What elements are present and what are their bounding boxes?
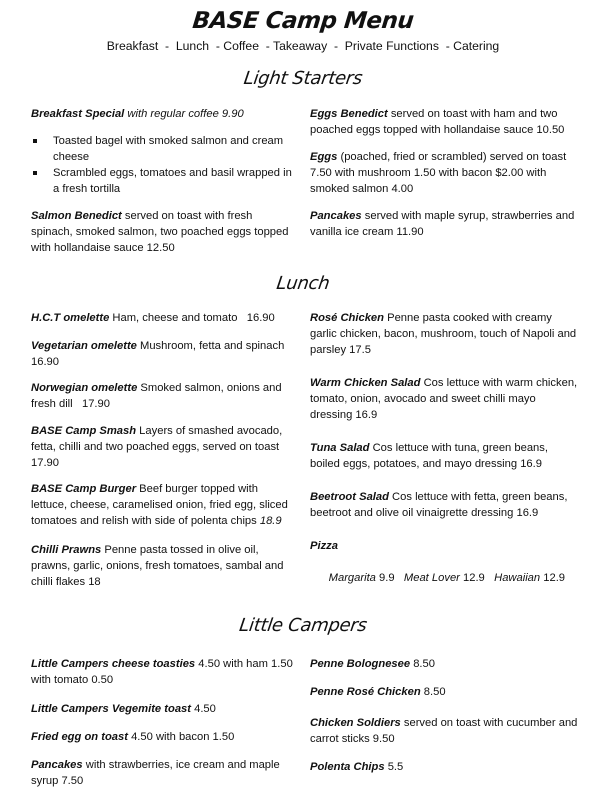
item-desc: 8.50 bbox=[410, 658, 435, 670]
menu-item-hct-omelette bbox=[31, 310, 293, 326]
pizza-option-price: 12.9 bbox=[459, 572, 495, 584]
item-desc: 4.50 with ham 1.50 with tomato 0.50 bbox=[31, 658, 293, 686]
item-name: Rosé Chicken bbox=[310, 312, 384, 324]
item-name: Salmon Benedict bbox=[31, 210, 122, 222]
item-desc: Penne pasta tossed in olive oil, prawns, garlic, onions, fresh tomatoes, sambal and chilli flakes 18 bbox=[31, 544, 284, 588]
item-name: Polenta Chips bbox=[310, 761, 385, 773]
menu-item-warm-chicken-salad bbox=[310, 375, 580, 423]
menu-item-penne-rose-chicken bbox=[310, 684, 580, 700]
item-name: Eggs Benedict bbox=[310, 108, 388, 120]
menu-item-norwegian-omelette bbox=[31, 380, 293, 412]
menu-item-kids-pancakes bbox=[31, 757, 293, 789]
menu-subtitle: Breakfast - Lunch - Coffee - Takeaway - Private Functions - Catering bbox=[106, 39, 500, 53]
pizza-option-name: Hawaiian bbox=[494, 572, 541, 584]
item-desc: Cos lettuce with warm chicken, tomato, onion, avocado and sweet chilli mayo dressing 16.9 bbox=[310, 377, 578, 421]
item-name: Pizza bbox=[310, 540, 338, 552]
pizza-option-price: 12.9 bbox=[540, 572, 566, 584]
item-name: Norwegian omelette bbox=[31, 382, 138, 394]
item-name: Little Campers cheese toasties bbox=[31, 658, 196, 670]
pizza-option-price: 9.9 bbox=[375, 572, 404, 584]
menu-item-pancakes bbox=[310, 208, 580, 240]
item-desc: served with maple syrup, strawberries and vanilla ice cream 11.90 bbox=[310, 210, 575, 238]
item-name: Breakfast Special bbox=[31, 108, 125, 120]
item-desc: with strawberries, ice cream and maple syrup 7.50 bbox=[31, 759, 280, 787]
item-desc: served on toast with cucumber and carrot sticks 9.50 bbox=[310, 717, 578, 745]
item-desc: 8.50 bbox=[420, 686, 446, 698]
breakfast-special-bullets bbox=[31, 133, 293, 197]
item-desc: Layers of smashed avocado, fetta, chilli and two poached eggs, served on toast 17.90 bbox=[31, 425, 283, 469]
item-name: Eggs bbox=[310, 151, 338, 163]
item-name: Chilli Prawns bbox=[31, 544, 102, 556]
item-price: 18.9 bbox=[259, 515, 282, 527]
item-name: Chicken Soldiers bbox=[310, 717, 401, 729]
menu-item-beetroot-salad bbox=[310, 489, 580, 521]
menu-title: BASE Camp Menu bbox=[191, 8, 415, 34]
menu-item-base-camp-smash bbox=[31, 423, 293, 471]
item-name: BASE Camp Burger bbox=[31, 483, 137, 495]
bullet-item: Scrambled eggs, tomatoes and basil wrapped in a fresh tortilla bbox=[31, 165, 293, 197]
menu-item-pizza bbox=[310, 538, 580, 602]
pizza-options bbox=[310, 554, 580, 602]
item-name: Pancakes bbox=[310, 210, 362, 222]
item-desc: 4.50 bbox=[190, 703, 216, 715]
item-desc: served on toast with ham and two poached eggs topped with hollandaise sauce 10.50 bbox=[310, 108, 565, 136]
item-name: Warm Chicken Salad bbox=[310, 377, 421, 389]
item-desc: served on toast with fresh spinach, smoked salmon, two poached eggs topped with hollandaise sauce 12.50 bbox=[31, 210, 289, 254]
menu-item-vegetarian-omelette bbox=[31, 338, 293, 370]
item-name: Pancakes bbox=[31, 759, 83, 771]
menu-item-tuna-salad bbox=[310, 440, 580, 472]
menu-item-rose-chicken bbox=[310, 310, 580, 358]
menu-item-fried-egg-on-toast bbox=[31, 729, 293, 745]
section-heading-lunch: Lunch bbox=[275, 273, 331, 294]
pizza-option-name: Margarita bbox=[328, 572, 376, 584]
section-heading-little-campers: Little Campers bbox=[237, 615, 369, 636]
menu-item-polenta-chips bbox=[310, 759, 580, 775]
pizza-option-name: Meat Lover bbox=[403, 572, 460, 584]
item-desc: Smoked salmon, onions and fresh dill 17.90 bbox=[31, 382, 285, 410]
item-desc: Ham, cheese and tomato 16.90 bbox=[109, 312, 275, 324]
item-name: Penne Rosé Chicken bbox=[310, 686, 421, 698]
item-name: Fried egg on toast bbox=[31, 731, 128, 743]
menu-item-salmon-benedict bbox=[31, 208, 293, 256]
menu-item-chicken-soldiers bbox=[310, 715, 580, 747]
menu-item-eggs-benedict bbox=[310, 106, 580, 138]
item-desc: (poached, fried or scrambled) served on toast 7.50 with mushroom 1.50 with bacon $2.00 with smoked salmon 4.00 bbox=[310, 151, 567, 195]
item-name: Penne Bolognesee bbox=[310, 658, 411, 670]
item-desc: Cos lettuce with tuna, green beans, boiled eggs, potatoes, and mayo dressing 16.9 bbox=[310, 442, 548, 470]
item-desc: with regular coffee 9.90 bbox=[124, 108, 244, 120]
menu-item-chilli-prawns bbox=[31, 542, 293, 590]
item-desc: 4.50 with bacon 1.50 bbox=[127, 731, 235, 743]
menu-item-eggs bbox=[310, 149, 580, 197]
menu-item-vegemite-toast bbox=[31, 701, 293, 717]
item-desc: 5.5 bbox=[384, 761, 404, 773]
menu-item-base-camp-burger bbox=[31, 481, 293, 529]
bullet-item: Toasted bagel with smoked salmon and cream cheese bbox=[31, 133, 293, 165]
menu-item-breakfast-special bbox=[31, 106, 293, 122]
item-desc: Penne pasta cooked with creamy garlic chicken, bacon, mushroom, touch of Napoli and parsley 17.5 bbox=[310, 312, 577, 356]
menu-item-penne-bolognesee bbox=[310, 656, 580, 672]
item-desc: Beef burger topped with lettuce, cheese, caramelised onion, fried egg, sliced tomatoes and relish with side of polenta chips bbox=[31, 483, 288, 527]
item-name: BASE Camp Smash bbox=[31, 425, 137, 437]
item-name: Beetroot Salad bbox=[310, 491, 389, 503]
item-name: Little Campers Vegemite toast bbox=[31, 703, 191, 715]
item-desc: Cos lettuce with fetta, green beans, beetroot and olive oil vinaigrette dressing 16.9 bbox=[310, 491, 568, 519]
menu-item-cheese-toasties bbox=[31, 656, 293, 688]
item-name: Tuna Salad bbox=[310, 442, 370, 454]
item-desc: Mushroom, fetta and spinach 16.90 bbox=[31, 340, 285, 368]
item-name: Vegetarian omelette bbox=[31, 340, 137, 352]
section-heading-light-starters: Light Starters bbox=[242, 68, 364, 89]
item-name: H.C.T omelette bbox=[31, 312, 110, 324]
